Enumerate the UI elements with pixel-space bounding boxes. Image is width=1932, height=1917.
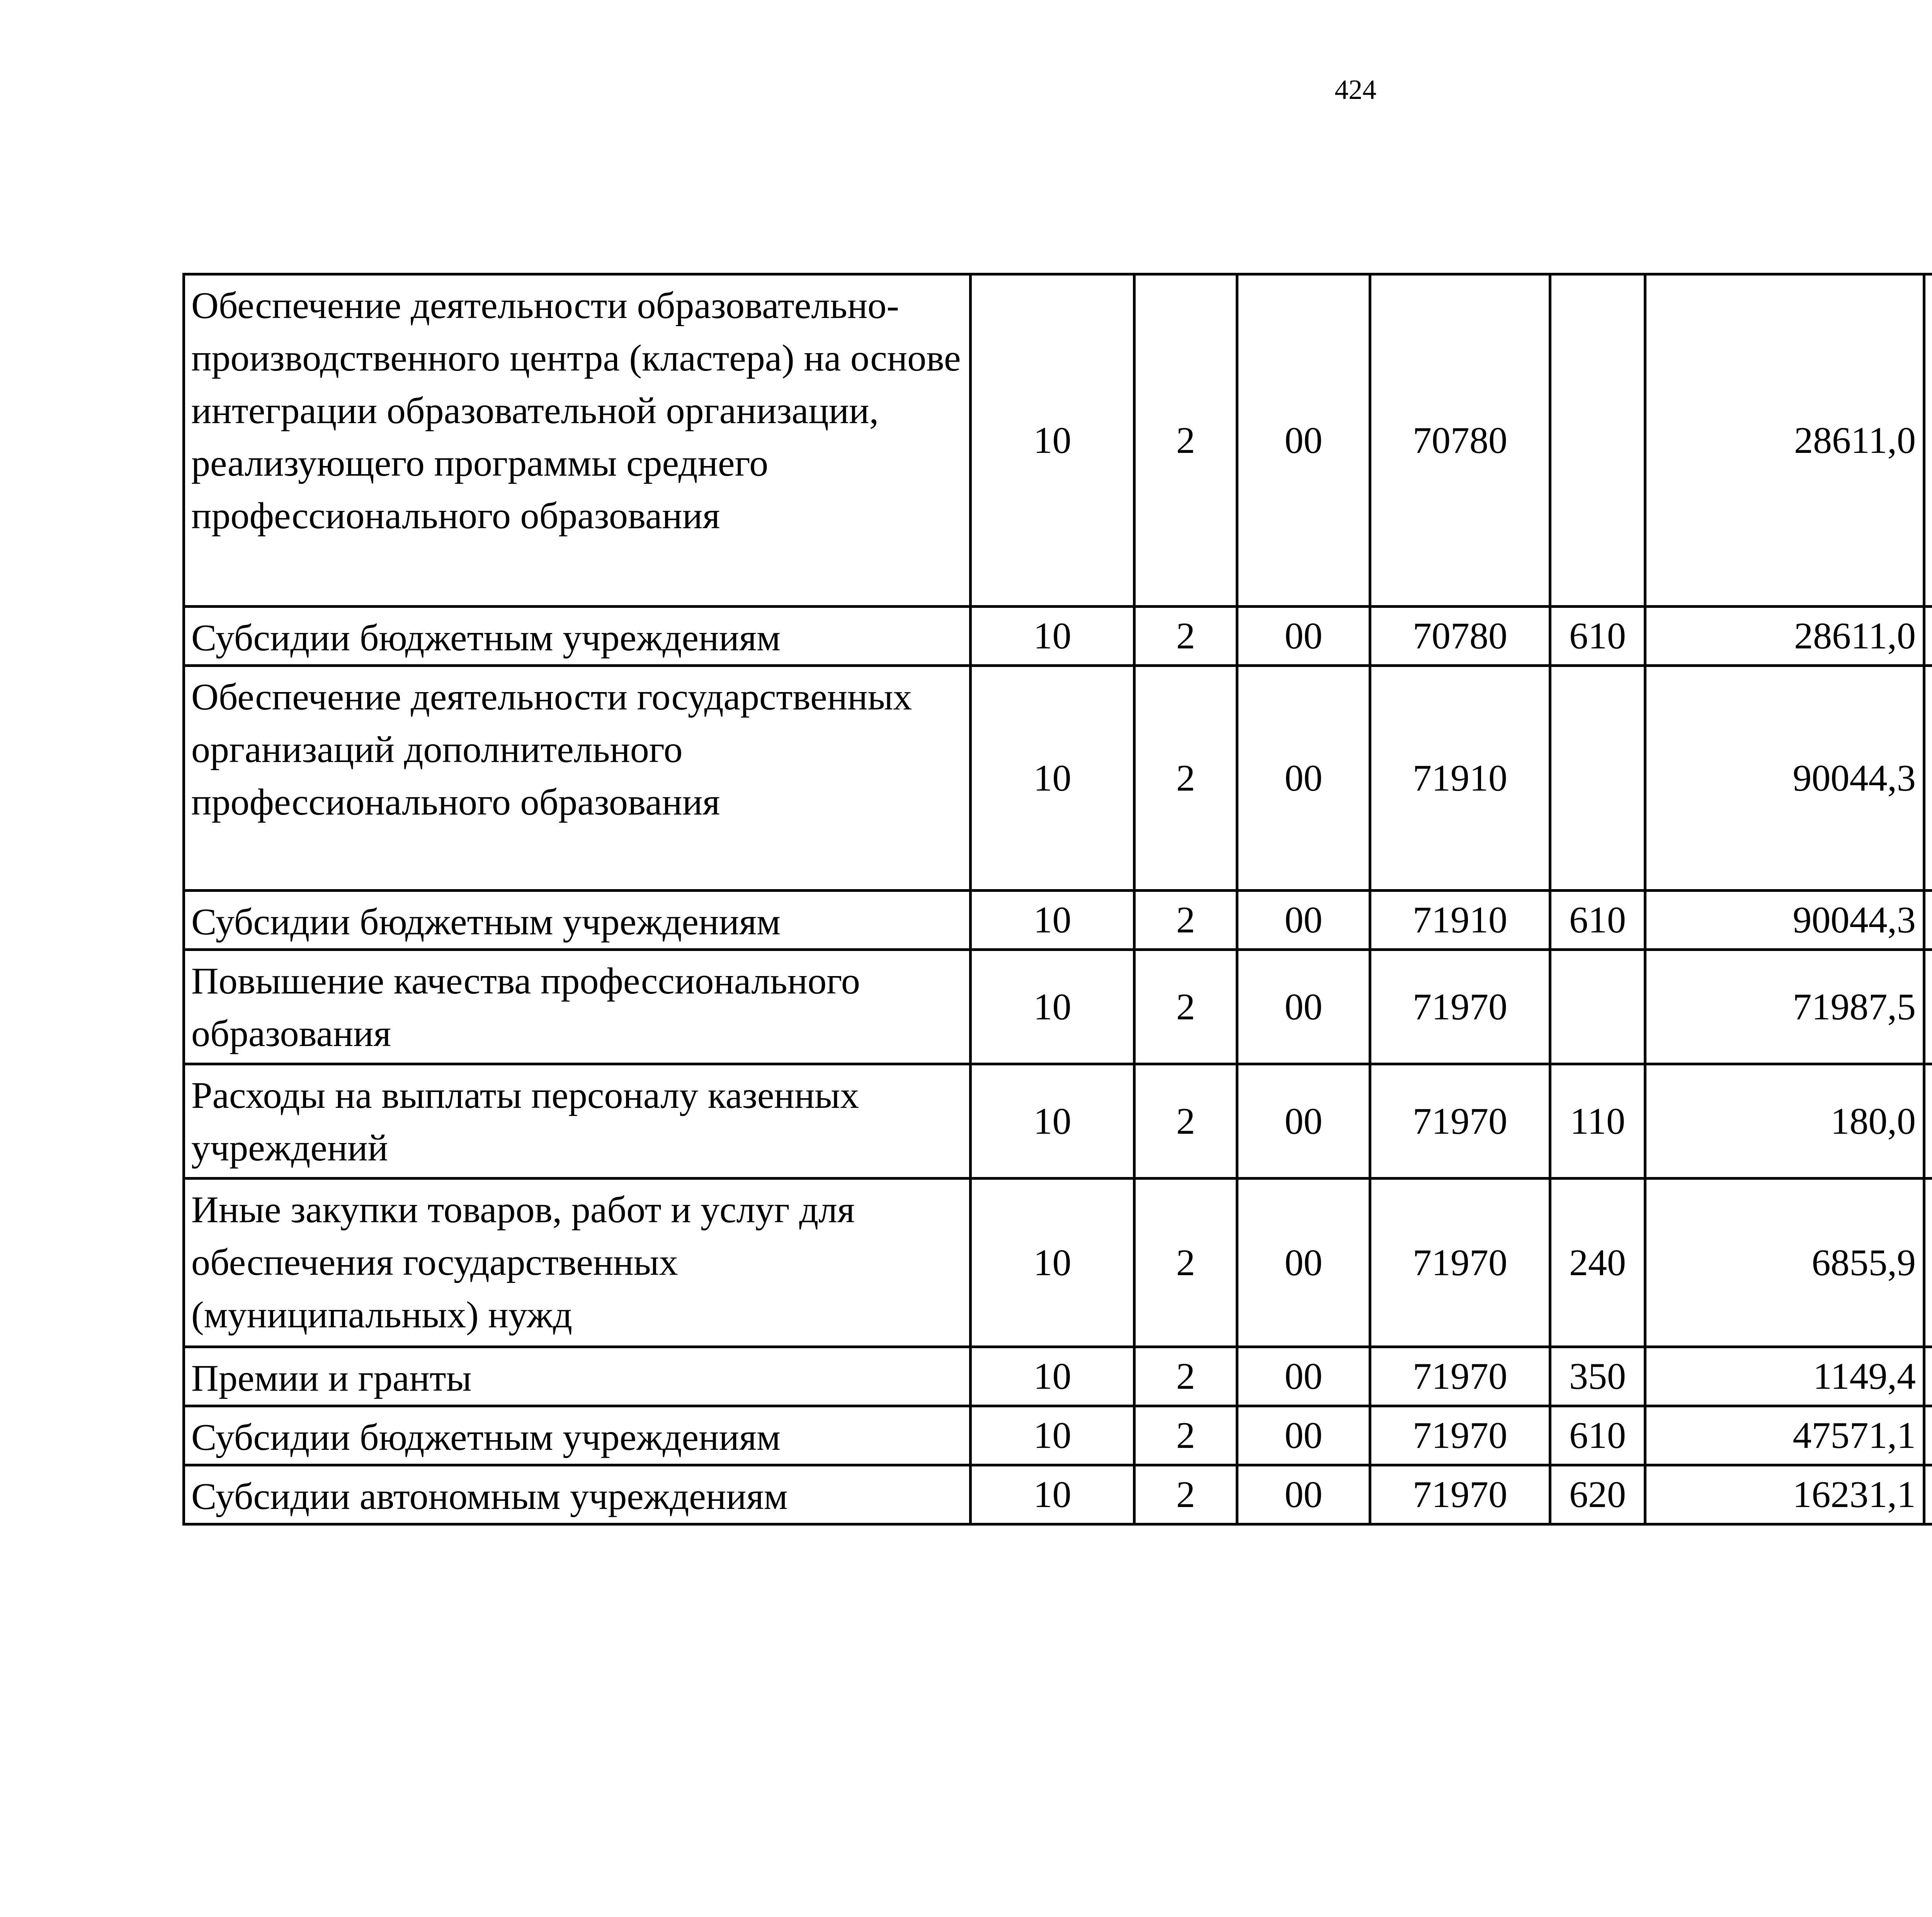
cell-sum1: 28611,0	[1645, 274, 1924, 607]
cell-pr: 2	[1134, 1465, 1237, 1524]
cell-cs1: 00	[1237, 1179, 1370, 1347]
cell-cs2: 71910	[1370, 666, 1550, 891]
row-name: Обеспечение деятельности государственных организаций дополнительного профессионального образования	[184, 666, 971, 891]
cell-cs1: 00	[1237, 1064, 1370, 1179]
cell-cs1: 00	[1237, 666, 1370, 891]
page-number: 424	[1335, 74, 1376, 105]
cell-pr: 2	[1134, 1179, 1237, 1347]
table-row	[184, 1179, 1932, 1347]
cell-rz: 10	[971, 274, 1134, 607]
cell-vr: 620	[1550, 1465, 1645, 1524]
cell-pr: 2	[1134, 1406, 1237, 1465]
cell-pr: 2	[1134, 1064, 1237, 1179]
cell-cs2: 71970	[1370, 1179, 1550, 1347]
cell-cs2: 71970	[1370, 1406, 1550, 1465]
table-row	[184, 1465, 1932, 1524]
cell-sum1: 90044,3	[1645, 891, 1924, 950]
cell-sum2	[1924, 1347, 1932, 1406]
cell-rz: 10	[971, 1347, 1134, 1406]
cell-vr	[1550, 274, 1645, 607]
cell-sum2	[1924, 1465, 1932, 1524]
cell-cs2: 71970	[1370, 1064, 1550, 1179]
cell-rz: 10	[971, 1064, 1134, 1179]
row-name: Премии и гранты	[184, 1347, 971, 1406]
row-name: Субсидии бюджетным учреждениям	[184, 891, 971, 950]
row-name: Субсидии бюджетным учреждениям	[184, 1406, 971, 1465]
cell-cs2: 71970	[1370, 1465, 1550, 1524]
cell-sum2	[1924, 1406, 1932, 1465]
cell-cs1: 00	[1237, 950, 1370, 1064]
cell-cs2: 71970	[1370, 950, 1550, 1064]
cell-pr: 2	[1134, 666, 1237, 891]
budget-table	[182, 273, 1932, 1526]
cell-vr: 110	[1550, 1064, 1645, 1179]
table-row	[184, 666, 1932, 891]
cell-sum2	[1924, 666, 1932, 891]
cell-vr: 240	[1550, 1179, 1645, 1347]
row-name: Иные закупки товаров, работ и услуг для обеспечения государственных (муниципальных) нужд	[184, 1179, 971, 1347]
cell-sum2	[1924, 1179, 1932, 1347]
cell-sum1: 71987,5	[1645, 950, 1924, 1064]
table-row	[184, 607, 1932, 666]
cell-sum2	[1924, 950, 1932, 1064]
cell-vr	[1550, 950, 1645, 1064]
cell-pr: 2	[1134, 891, 1237, 950]
cell-sum2	[1924, 607, 1932, 666]
cell-rz: 10	[971, 891, 1134, 950]
cell-rz: 10	[971, 1465, 1134, 1524]
cell-vr: 610	[1550, 607, 1645, 666]
row-name: Субсидии бюджетным учреждениям	[184, 607, 971, 666]
cell-vr: 610	[1550, 1406, 1645, 1465]
row-name: Расходы на выплаты персоналу казенных учреждений	[184, 1064, 971, 1179]
cell-sum1: 180,0	[1645, 1064, 1924, 1179]
table-row	[184, 1064, 1932, 1179]
cell-cs1: 00	[1237, 891, 1370, 950]
cell-pr: 2	[1134, 607, 1237, 666]
cell-cs1: 00	[1237, 607, 1370, 666]
cell-pr: 2	[1134, 950, 1237, 1064]
cell-vr: 610	[1550, 891, 1645, 950]
cell-cs1: 00	[1237, 1347, 1370, 1406]
cell-cs2: 70780	[1370, 274, 1550, 607]
cell-sum1: 1149,4	[1645, 1347, 1924, 1406]
cell-cs2: 71970	[1370, 1347, 1550, 1406]
row-name: Повышение качества профессионального образования	[184, 950, 971, 1064]
table-row	[184, 950, 1932, 1064]
cell-cs1: 00	[1237, 1465, 1370, 1524]
cell-sum1: 16231,1	[1645, 1465, 1924, 1524]
table-row	[184, 1347, 1932, 1406]
cell-vr: 350	[1550, 1347, 1645, 1406]
row-name: Субсидии автономным учреждениям	[184, 1465, 971, 1524]
cell-cs1: 00	[1237, 1406, 1370, 1465]
cell-sum2	[1924, 1064, 1932, 1179]
cell-sum2	[1924, 891, 1932, 950]
cell-sum2	[1924, 274, 1932, 607]
cell-sum1: 90044,3	[1645, 666, 1924, 891]
cell-sum1: 47571,1	[1645, 1406, 1924, 1465]
cell-vr	[1550, 666, 1645, 891]
table-row	[184, 891, 1932, 950]
cell-rz: 10	[971, 950, 1134, 1064]
cell-rz: 10	[971, 1406, 1134, 1465]
cell-pr: 2	[1134, 274, 1237, 607]
cell-cs1: 00	[1237, 274, 1370, 607]
table-row	[184, 1406, 1932, 1465]
cell-rz: 10	[971, 607, 1134, 666]
table-row	[184, 274, 1932, 607]
cell-rz: 10	[971, 666, 1134, 891]
row-name: Обеспечение деятельности образовательно-производственного центра (кластера) на основе интеграции образовательной организации, реализующего программы среднего профессионального образования	[184, 274, 971, 607]
cell-sum1: 28611,0	[1645, 607, 1924, 666]
cell-pr: 2	[1134, 1347, 1237, 1406]
cell-cs2: 70780	[1370, 607, 1550, 666]
cell-rz: 10	[971, 1179, 1134, 1347]
cell-cs2: 71910	[1370, 891, 1550, 950]
cell-sum1: 6855,9	[1645, 1179, 1924, 1347]
